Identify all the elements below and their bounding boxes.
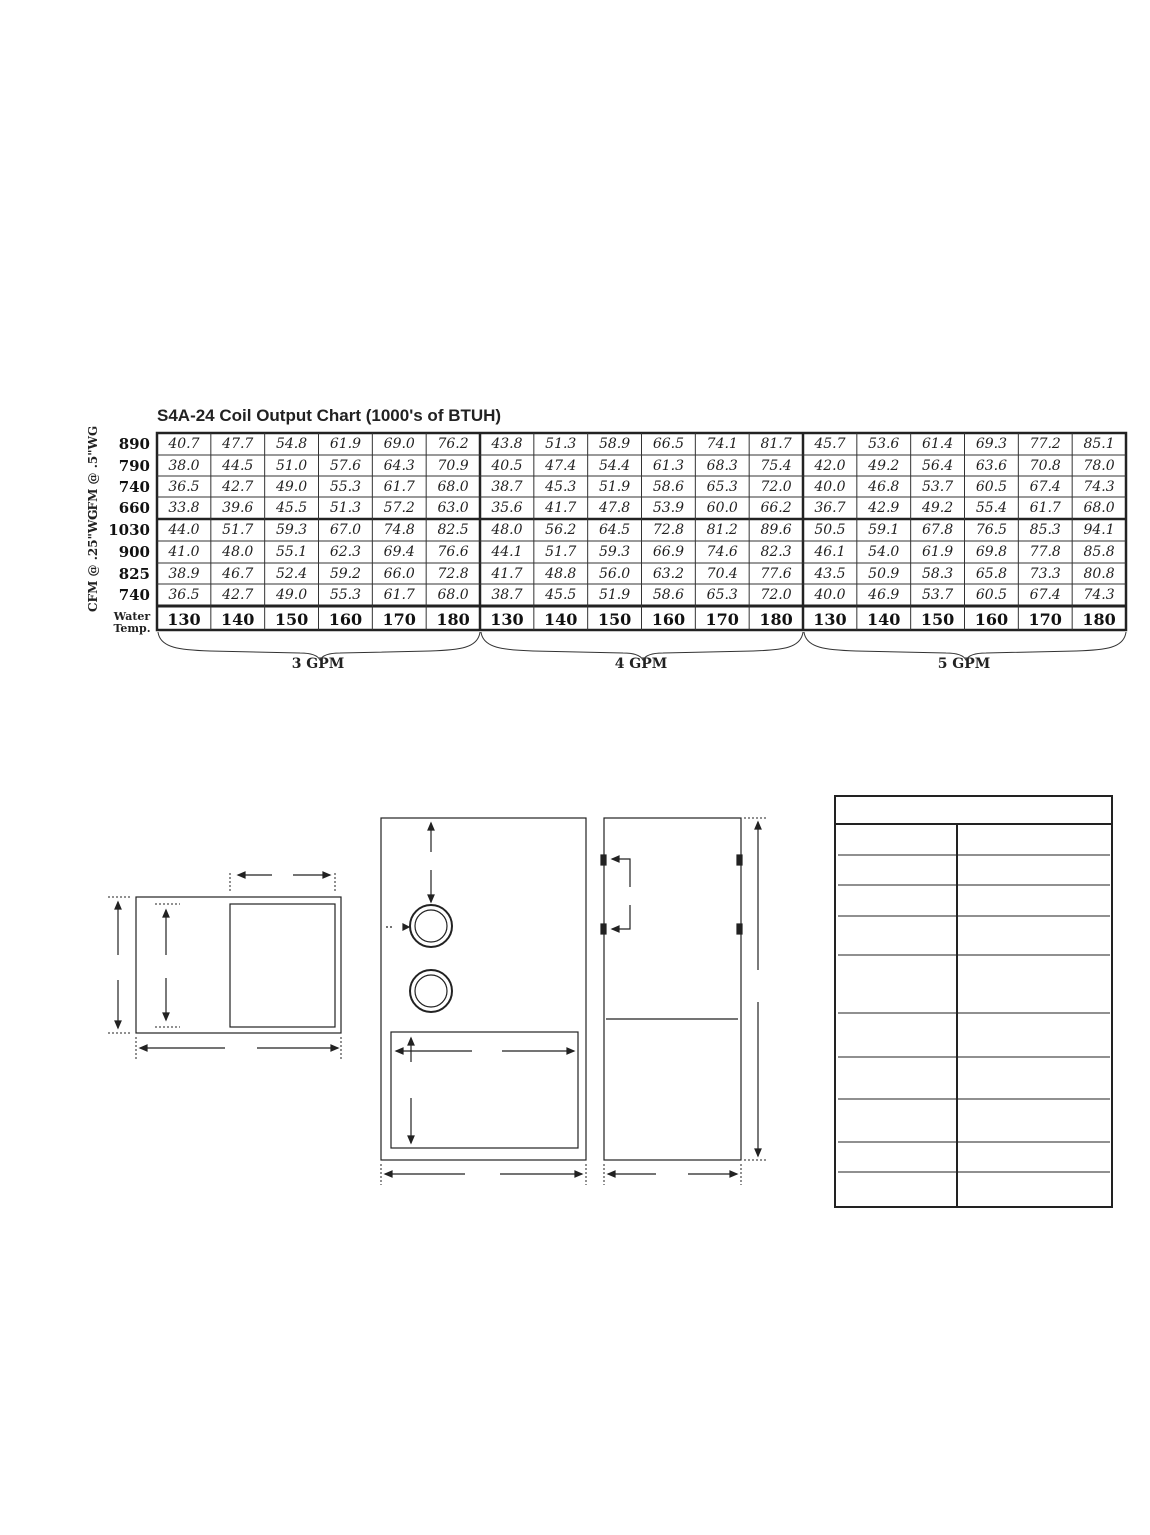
table-cell: 68.3: [706, 457, 738, 474]
temp-label: Temp.: [113, 622, 151, 635]
table-cell: 67.4: [1029, 478, 1061, 495]
table-cell: 46.1: [814, 543, 846, 560]
side-view-drawing: [601, 818, 768, 1185]
table-cell: 74.3: [1083, 586, 1115, 603]
table-cell: 85.3: [1029, 521, 1061, 538]
table-cell: 67.0: [329, 521, 361, 538]
table-cell: 55.3: [329, 586, 361, 603]
table-cell: 67.8: [921, 521, 954, 538]
table-cell: 66.9: [652, 543, 684, 560]
table-cell: 64.5: [598, 521, 631, 538]
table-cell: 40.5: [491, 457, 523, 474]
table-cell: 61.4: [921, 435, 954, 452]
water-temp-cell: 180: [436, 609, 470, 629]
table-cell: 35.6: [491, 499, 523, 516]
table-cell: 55.1: [275, 543, 308, 560]
water-temp-cell: 150: [920, 609, 955, 629]
water-temp-cell: 140: [867, 609, 901, 629]
gpm-label-3: 3 GPM: [291, 656, 345, 672]
table-cell: 36.7: [814, 499, 846, 516]
table-cell: 50.9: [868, 565, 900, 582]
table-cell: 56.4: [921, 457, 954, 474]
table-cell: 53.9: [652, 499, 684, 516]
table-cell: 41.7: [545, 499, 577, 516]
water-temp-cell: 170: [1028, 609, 1062, 629]
table-cell: 51.9: [598, 478, 631, 495]
table-cell: 65.8: [975, 565, 1007, 582]
table-cell: 69.8: [975, 543, 1007, 560]
top-view-drawing: [108, 872, 341, 1060]
table-cell: 54.4: [598, 457, 631, 474]
table-cell: 59.1: [868, 521, 900, 538]
cfm-row-label: 890: [118, 434, 150, 453]
table-cell: 49.2: [868, 457, 900, 474]
table-cell: 46.9: [868, 586, 900, 603]
table-cell: 60.5: [975, 586, 1007, 603]
table-cell: 45.5: [545, 586, 577, 603]
water-temp-cell: 170: [382, 609, 416, 629]
table-cell: 67.4: [1029, 586, 1061, 603]
table-cell: 80.8: [1083, 565, 1115, 582]
table-cell: 59.2: [329, 565, 361, 582]
table-cell: 47.8: [598, 499, 631, 516]
water-temp-cell: 150: [274, 609, 309, 629]
table-cell: 63.0: [437, 499, 469, 516]
table-cell: 36.5: [168, 478, 200, 495]
table-cell: 70.9: [437, 457, 469, 474]
front-view-outline: [381, 818, 586, 1160]
table-cell: 74.1: [706, 435, 738, 452]
chart-title: S4A-24 Coil Output Chart (1000's of BTUH): [157, 406, 502, 425]
gpm-label-5: 5 GPM: [937, 656, 991, 672]
table-cell: 72.8: [652, 521, 684, 538]
water-temp-cell: 160: [651, 609, 686, 629]
top-view-inner-panel: [230, 904, 335, 1027]
table-cell: 51.9: [598, 586, 631, 603]
table-cell: 76.6: [437, 543, 469, 560]
table-cell: 62.3: [329, 543, 361, 560]
table-cell: 43.5: [814, 565, 846, 582]
table-cell: 55.4: [975, 499, 1007, 516]
table-cell: 56.0: [598, 565, 631, 582]
table-cell: 47.7: [222, 435, 254, 452]
table-cell: 42.0: [814, 457, 846, 474]
table-cell: 54.8: [275, 435, 308, 452]
table-cell: 33.8: [168, 499, 200, 516]
table-cell: 53.7: [921, 586, 954, 603]
water-temp-cell: 180: [1082, 609, 1116, 629]
table-cell: 57.2: [383, 499, 415, 516]
table-cell: 46.8: [868, 478, 900, 495]
brace-3gpm: [158, 632, 480, 660]
table-cell: 53.6: [868, 435, 900, 452]
table-cell: 51.3: [545, 435, 577, 452]
table-cell: 76.5: [975, 521, 1007, 538]
table-cell: 66.0: [383, 565, 415, 582]
table-cell: 59.3: [598, 543, 631, 560]
table-cell: 44.1: [491, 543, 523, 560]
table-cell: 49.0: [275, 478, 308, 495]
table-cell: 44.0: [168, 521, 200, 538]
front-view-drawing: [381, 818, 586, 1185]
table-cell: 50.5: [814, 521, 846, 538]
table-cell: 42.7: [222, 586, 254, 603]
table-cell: 70.4: [706, 565, 738, 582]
table-cell: 68.0: [437, 586, 469, 603]
table-cell: 64.3: [383, 457, 415, 474]
water-temp-cell: 130: [490, 609, 524, 629]
table-cell: 45.5: [275, 499, 308, 516]
table-cell: 70.8: [1029, 457, 1061, 474]
water-label: Water: [113, 610, 151, 623]
table-cell: 41.7: [491, 565, 523, 582]
table-cell: 53.7: [921, 478, 954, 495]
brace-4gpm: [481, 632, 803, 660]
table-cell: 55.3: [329, 478, 361, 495]
table-cell: 58.3: [921, 565, 954, 582]
supply-pipe-inner: [415, 910, 447, 942]
cfm-row-label: 825: [118, 564, 150, 583]
brace-5gpm: [804, 632, 1126, 660]
dimension-table: [835, 796, 1112, 1207]
table-cell: 74.3: [1083, 478, 1115, 495]
table-cell: 77.6: [760, 565, 792, 582]
table-cell: 40.0: [814, 586, 846, 603]
return-pipe-outer: [410, 970, 452, 1012]
table-cell: 38.0: [168, 457, 200, 474]
table-cell: 75.4: [760, 457, 792, 474]
table-cell: 68.0: [437, 478, 469, 495]
table-cell: 89.6: [760, 521, 792, 538]
water-temp-cell: 180: [759, 609, 793, 629]
table-cell: 66.2: [760, 499, 792, 516]
table-cell: 81.2: [706, 521, 738, 538]
table-cell: 69.3: [975, 435, 1007, 452]
table-cell: 48.0: [222, 543, 254, 560]
table-cell: 61.3: [652, 457, 684, 474]
supply-pipe-outer: [410, 905, 452, 947]
table-cell: 38.7: [491, 586, 523, 603]
table-cell: 46.7: [222, 565, 254, 582]
table-cell: 72.0: [760, 586, 792, 603]
table-cell: 82.3: [760, 543, 792, 560]
table-cell: 69.4: [383, 543, 415, 560]
table-cell: 77.8: [1029, 543, 1061, 560]
table-cell: 65.3: [706, 478, 738, 495]
table-cell: 72.8: [437, 565, 469, 582]
table-cell: 48.0: [491, 521, 523, 538]
table-cell: 38.9: [168, 565, 200, 582]
table-cell: 42.7: [222, 478, 254, 495]
table-cell: 48.8: [545, 565, 577, 582]
table-cell: 58.6: [652, 586, 684, 603]
table-cell: 94.1: [1083, 521, 1115, 538]
table-cell: 40.7: [168, 435, 200, 452]
table-cell: 81.7: [760, 435, 792, 452]
water-temp-cell: 140: [221, 609, 255, 629]
table-cell: 85.8: [1083, 543, 1115, 560]
table-cell: 38.7: [491, 478, 523, 495]
water-temp-cell: 160: [328, 609, 363, 629]
dimension-table-frame: [835, 796, 1112, 1207]
table-cell: 68.0: [1083, 499, 1115, 516]
table-cell: 76.2: [437, 435, 469, 452]
table-cell: 49.0: [275, 586, 308, 603]
table-cell: 61.9: [921, 543, 954, 560]
table-cell: 51.3: [329, 499, 361, 516]
table-cell: 63.6: [975, 457, 1007, 474]
table-cell: 69.0: [383, 435, 415, 452]
water-temp-cell: 130: [813, 609, 847, 629]
water-temp-cell: 150: [597, 609, 632, 629]
side-view-outline: [604, 818, 741, 1160]
table-cell: 72.0: [760, 478, 792, 495]
cfm-row-label: 740: [118, 477, 150, 496]
cfm-row-label: 790: [118, 456, 150, 475]
table-cell: 66.5: [652, 435, 684, 452]
table-cell: 60.5: [975, 478, 1007, 495]
table-cell: 39.6: [222, 499, 254, 516]
table-cell: 78.0: [1083, 457, 1115, 474]
table-cell: 77.2: [1029, 435, 1061, 452]
cfm-row-label: 740: [118, 585, 150, 604]
cfm-row-label: 660: [118, 498, 150, 517]
table-cell: 85.1: [1083, 435, 1115, 452]
water-temp-cell: 160: [974, 609, 1009, 629]
access-panel: [391, 1032, 578, 1148]
cfm-row-label: 1030: [108, 520, 150, 539]
cfm-group-label-high: CFM @ .5"WG: [86, 425, 100, 520]
table-cell: 82.5: [437, 521, 469, 538]
table-cell: 60.0: [706, 499, 738, 516]
table-cell: 57.6: [329, 457, 361, 474]
return-pipe-inner: [415, 975, 447, 1007]
table-cell: 44.5: [222, 457, 254, 474]
gpm-label-4: 4 GPM: [614, 656, 668, 672]
table-cell: 54.0: [868, 543, 900, 560]
table-cell: 59.3: [275, 521, 308, 538]
table-cell: 43.8: [491, 435, 523, 452]
table-cell: 49.2: [921, 499, 954, 516]
table-cell: 61.7: [383, 478, 415, 495]
table-cell: 65.3: [706, 586, 738, 603]
table-cell: 74.6: [706, 543, 738, 560]
table-cell: 51.0: [275, 457, 308, 474]
table-cell: 56.2: [545, 521, 577, 538]
table-cell: 42.9: [868, 499, 900, 516]
table-cell: 63.2: [652, 565, 684, 582]
table-cell: 58.6: [652, 478, 684, 495]
table-cell: 73.3: [1029, 565, 1061, 582]
water-temp-cell: 170: [705, 609, 739, 629]
table-cell: 47.4: [545, 457, 577, 474]
table-cell: 45.7: [814, 435, 846, 452]
table-cell: 51.7: [222, 521, 254, 538]
water-temp-cell: 130: [167, 609, 201, 629]
table-cell: 41.0: [168, 543, 200, 560]
table-cell: 36.5: [168, 586, 200, 603]
cfm-group-label-low: CFM @ .25"WG: [86, 509, 100, 612]
table-cell: 61.7: [1029, 499, 1061, 516]
water-temp-cell: 140: [544, 609, 578, 629]
table-cell: 40.0: [814, 478, 846, 495]
table-cell: 58.9: [598, 435, 631, 452]
table-cell: 74.8: [383, 521, 415, 538]
cfm-row-label: 900: [118, 542, 150, 561]
table-cell: 61.7: [383, 586, 415, 603]
table-cell: 51.7: [545, 543, 577, 560]
table-cell: 52.4: [275, 565, 308, 582]
table-cell: 45.3: [545, 478, 577, 495]
table-cell: 61.9: [329, 435, 361, 452]
